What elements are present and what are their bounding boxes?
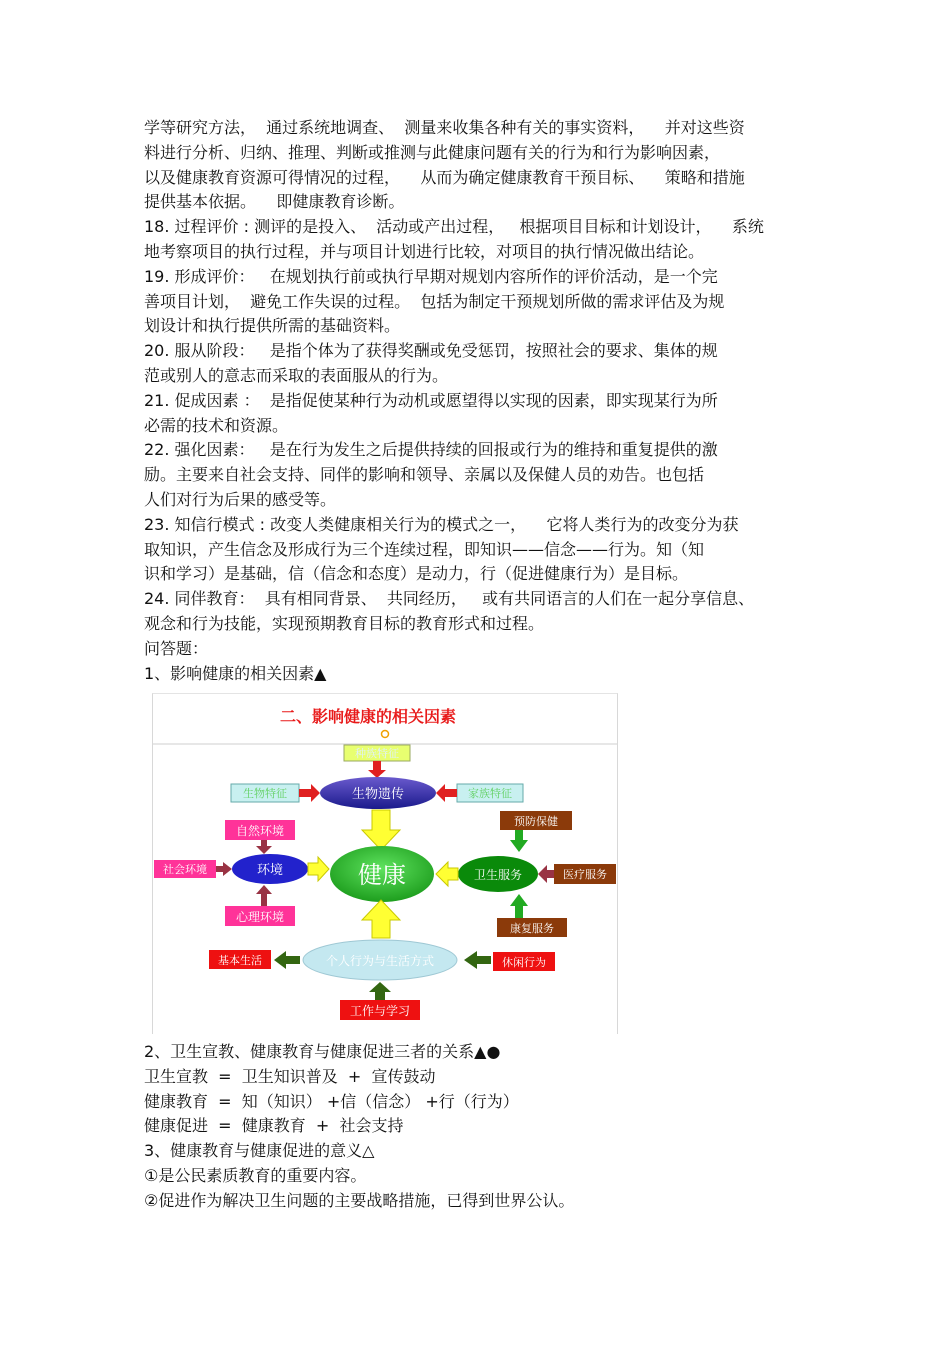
family-label: 家族特征 bbox=[468, 787, 512, 800]
text-line: 励。主要来自社会支持、同伴的影响和领导、亲属以及保健人员的劝告。也包括 bbox=[144, 465, 705, 485]
prevention-label: 预防保健 bbox=[514, 815, 558, 828]
leisure-label: 休闲行为 bbox=[502, 956, 546, 969]
bio-label: 生物特征 bbox=[243, 787, 287, 800]
term-23: 23. 知信行模式 : 改变人类健康相关行为的模式之一， 它将人类行为的改变分为获 bbox=[144, 514, 739, 534]
text-line: 必需的技术和资源。 bbox=[144, 415, 289, 435]
arrow-right-icon bbox=[216, 862, 232, 876]
basic-life-label: 基本生活 bbox=[218, 954, 262, 967]
text-line: 划设计和执行提供所需的基础资料。 bbox=[144, 316, 401, 336]
race-label: 种族特征 bbox=[355, 747, 399, 760]
diagram-title: 二、影响健康的相关因素 bbox=[279, 707, 457, 726]
arrow-up-icon bbox=[256, 885, 272, 906]
document-body bbox=[144, 116, 814, 686]
natural-env-label: 自然环境 bbox=[235, 824, 285, 838]
genetic-label: 生物遗传 bbox=[351, 787, 405, 802]
rehab-label: 康复服务 bbox=[510, 922, 554, 935]
arrow-left-icon bbox=[436, 862, 458, 886]
question-1-heading: 1、影响健康的相关因素▲ bbox=[144, 663, 327, 683]
text-line: 料进行分析、归纳、推理、判断或推测与此健康问题有关的行为和行为影响因素， bbox=[144, 142, 721, 162]
text-line: 人们对行为后果的感受等。 bbox=[144, 489, 337, 509]
arrow-left-icon bbox=[436, 784, 457, 802]
arrow-left-icon bbox=[274, 951, 300, 969]
text-line: 以及健康教育资源可得情况的过程， 从而为确定健康教育干预目标、 策略和措施 bbox=[144, 167, 745, 187]
formula-line: 健康促进 = 健康教育 + 社会支持 bbox=[144, 1116, 404, 1136]
arrow-down-icon bbox=[256, 840, 272, 854]
arrow-up-icon bbox=[510, 894, 528, 918]
question-3-heading: 3、健康教育与健康促进的意义△ bbox=[144, 1141, 375, 1161]
term-18: 18. 过程评价 : 测评的是投入、 活动或产出过程， 根据项目目标和计划设计， 系统 bbox=[144, 217, 764, 237]
question-2-heading: 2、卫生宣教、健康教育与健康促进三者的关系▲● bbox=[144, 1042, 501, 1061]
arrow-left-icon bbox=[464, 951, 491, 969]
list-item: ①是公民素质教育的重要内容。 bbox=[144, 1165, 367, 1185]
arrow-left-icon bbox=[538, 865, 554, 883]
list-item: ②促进作为解决卫生问题的主要战略措施，已得到世界公认。 bbox=[144, 1190, 575, 1210]
text-line: 地考察项目的执行过程，并与项目计划进行比较，对项目的执行情况做出结论。 bbox=[144, 241, 705, 261]
lifestyle-label: 个人行为与生活方式 bbox=[325, 954, 435, 968]
arrow-down-icon bbox=[368, 761, 386, 778]
text-line: 观念和行为技能，实现预期教育目标的教育形式和过程。 bbox=[144, 613, 545, 633]
text-line: 提供基本依据。 即健康教育诊断。 bbox=[144, 192, 405, 212]
term-20: 20. 服从阶段： 是指个体为了获得奖酬或免受惩罚，按照社会的要求、集体的规 bbox=[144, 341, 718, 361]
section-heading: 问答题： bbox=[144, 638, 209, 658]
arrow-right-icon bbox=[308, 857, 329, 881]
term-22: 22. 强化因素： 是在行为发生之后提供持续的回报或行为的维持和重复提供的激 bbox=[144, 440, 718, 460]
answers-section bbox=[144, 1040, 814, 1214]
health-factors-diagram bbox=[152, 693, 618, 1034]
rotate-handle-icon bbox=[382, 731, 389, 738]
social-env-label: 社会环境 bbox=[163, 863, 207, 876]
term-21: 21. 促成因素 ： 是指促使某种行为动机或愿望得以实现的因素，即实现某行为所 bbox=[144, 390, 718, 410]
health-service-label: 卫生服务 bbox=[473, 868, 523, 882]
arrow-down-icon bbox=[362, 810, 400, 850]
text-line: 善项目计划， 避免工作失误的过程。 包括为制定干预规划所做的需求评估及为规 bbox=[144, 291, 725, 311]
environment-label: 环境 bbox=[256, 863, 284, 878]
text-line: 范或别人的意志而采取的表面服从的行为。 bbox=[144, 365, 449, 385]
health-label: 健康 bbox=[358, 861, 406, 889]
formula-line: 健康教育 = 知（知识） +信（信念） +行（行为） bbox=[144, 1091, 519, 1111]
text-line: 学等研究方法， 通过系统地调查、 测量来收集各种有关的事实资料， 并对这些资 bbox=[144, 118, 745, 137]
term-24: 24. 同伴教育： 具有相同背景、 共同经历， 或有共同语言的人们在一起分享信息、 bbox=[144, 589, 755, 609]
text-line: 取知识，产生信念及形成行为三个连续过程，即知识——信念——行为。知（知 bbox=[144, 539, 705, 559]
formula-line: 卫生宣教 = 卫生知识普及 + 宣传鼓动 bbox=[144, 1066, 436, 1086]
arrow-down-icon bbox=[510, 830, 528, 852]
arrow-up-icon bbox=[362, 900, 400, 938]
diagram-svg bbox=[153, 694, 617, 1034]
text-line: 识和学习）是基础，信（信念和态度）是动力，行（促进健康行为）是目标。 bbox=[144, 564, 689, 584]
arrow-right-icon bbox=[299, 784, 320, 802]
arrow-up-icon bbox=[369, 982, 391, 1000]
psych-env-label: 心理环境 bbox=[235, 910, 285, 924]
medical-label: 医疗服务 bbox=[563, 868, 607, 881]
term-19: 19. 形成评价： 在规划执行前或执行早期对规划内容所作的评价活动，是一个完 bbox=[144, 266, 718, 286]
work-study-label: 工作与学习 bbox=[349, 1004, 411, 1018]
